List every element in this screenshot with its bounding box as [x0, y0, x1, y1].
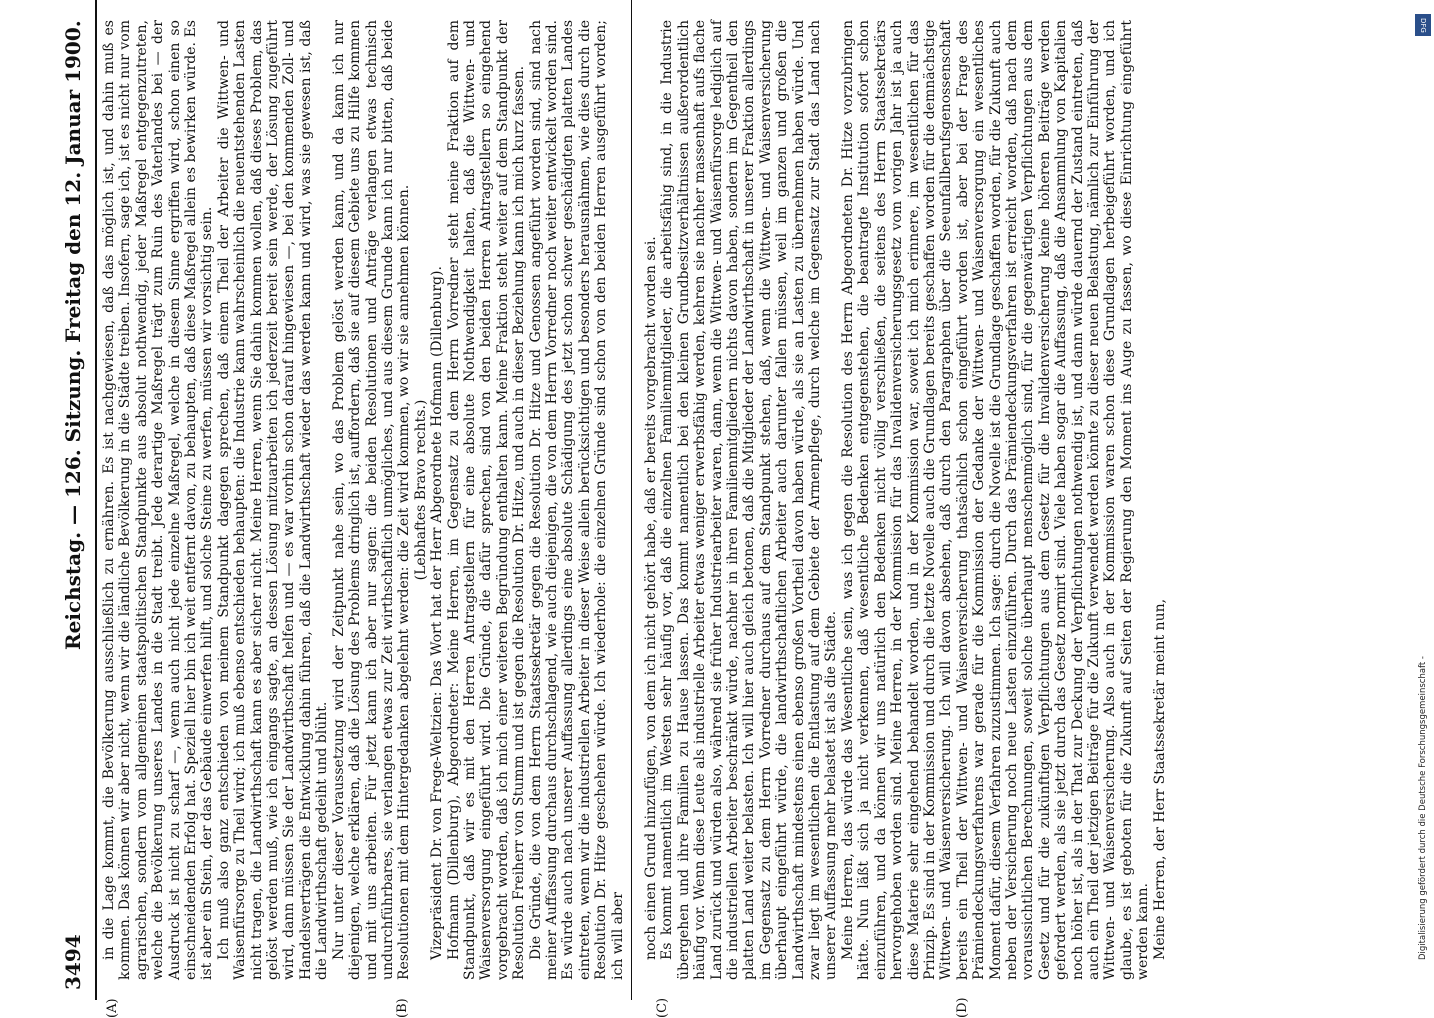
page-header	[55, 0, 100, 1000]
paragraph: Es kommt namentlich im Westen sehr häufig vor, daß die einzelnen Familienmitglieder, die arbeitsfähig sind, in die Industrie übergehen und ihre Familien zu Hause lassen. Das kommt namentlich bei den kleinen Grundbesitzverhältnissen außerordentlich häufig vor. Wenn diese Leute als industrielle Arbeiter etwas weniger erwerbsfähig werden, kehren sie nachher massenhaft aufs flache Land zurück und würden also, während sie früher Industriearbeiter waren, dann, wenn die Wittwen- und Waisenfürsorge lediglich auf die industriellen Arbeiter beschränkt würde, nachher in ihren Familienmitgliedern nichts davon haben, sondern im Gegentheil den platten Land weiter belasten. Ich will hier auch gleich betonen, daß die Mitglieder der Landwirthschaft in unserer Fraktion allerdings im Gegensatz zu dem Herrn Vorredner durchaus auf dem Standpunkt stehen, daß, wenn die Wittwen- und Waisenversicherung überhaupt eingeführt würde, die landwirthschaftlichen Arbeiter auch darunter fallen müssen, weil im ganzen und großen die Landwirthschaft mindestens einen ebenso großen Vortheil davon haben würde, als sie an Lasten zu übernehmen haben würde. Und zwar liegt im wesentlichen die Entlastung auf dem Gebiete der Armenpflege, durch welche im Gegensatz zur Stadt das Land nach unserer Auffassung mehr belastet ist als die Städte.	[659, 20, 840, 980]
paragraph: Ich muß also ganz entschieden von meinem Standpunkt dagegen sprechen, daß einem Theil der Arbeiter die Wittwen- und Waisenfürsorge zu Theil wird; ich muß ebenso entschieden behaupten: die Industrie kann wahrscheinlich die neuentstehenden Lasten nicht tragen, die Landwirthschaft kann es aber sicher nicht. Meine Herren, wenn Sie dahin kommen wollen, daß dieses Problem, das gelöst werden muß, wie ich eingangs sagte, an dessen Lösung mitzuarbeiten ich jederzeit bereit sein werde, der Lösung zugeführt wird, dann müssen Sie der Landwirthschaft helfen und — es war vorhin schon darauf hingewiesen —, bei den kommenden Zoll- und Handelsverträgen die Entwicklung dahin führen, daß die Landwirthschaft wieder das werden kann und wird, was sie gewesen ist, daß die Landwirthschaft gedeiht und blüht.	[215, 20, 331, 980]
page-title: Reichstag. — 126. Sitzung. Freitag den 12. Januar 1900.	[61, 20, 85, 650]
page-number: 3494	[61, 934, 85, 990]
paragraph: Die Gründe, die von dem Herrn Staatssekretär gegen die Resolution Dr. Hitze und Genossen angeführt worden sind, sind nach meiner Auffassung durchaus durchschlagend, wie auch diejenigen, die von dem Herrn Vorredner noch weiter entwickelt worden sind. Es würde auch nach unserer Auffassung allerdings eine absolute Schädigung des jetzt schon schwer geschädigten platten Landes eintreten, wenn wir die industriellen Arbeiter in dieser Weise allein berücksichtigen und besonders herausnähmen, wie dies durch die Resolution Dr. Hitze geschehen würde. Ich wiederhole: die einzelnen Gründe sind schon von den beiden Herren ausgeführt worden; ich will aber	[527, 20, 626, 980]
margin-letter-a: (A)	[105, 998, 120, 1018]
rotated-page	[55, 0, 1415, 1018]
paragraph: Meine Herren, der Herr Staatssekretär meint nun,	[1151, 598, 1168, 960]
column-left	[101, 0, 626, 1000]
margin-letter-d: (D)	[955, 997, 970, 1018]
paragraph: Meine Herren, das würde das Wesentliche sein, was ich gegen die Resolution des Herrn Abgeordneten Dr. Hitze vorzubringen hätte. Nun läßt sich ja nicht verkennen, daß wesentliche Bedenken entgegenstehen, die beantragte Institution sofort schon einzuführen, und da können wir uns natürlich den Bedenken nicht völlig verschließen, die seitens des Herrn Staatssekretärs hervorgehoben worden sind. Meine Herren, in der Kommission für das Invalidenversicherungsgesetz vom vorigen Jahr ist ja auch diese Materie sehr eingehend behandelt worden, und in der Kommission war, soweit ich mich erinnere, im wesentlichen für das Prinzip. Es sind in der Kommission und durch die letzte Novelle auch die Grundlagen bereits geschaffen worden für die demnächstige Wittwen- und Waisenversicherung. Ich will davon absehen, daß durch den Paragraphen über die Seeunfallberufsgenossenschaft bereits ein Theil der Wittwen- und Waisenversicherung thatsächlich schon eingeführt worden ist, aber bei der Frage des Prämiendeckungsverfahrens war gerade für die Kommission der Gedanke der Wittwen- und Waisenversorgung ein wesentliches Moment dafür, diesem Verfahren zuzustimmen. Ich sage: durch die Novelle ist die Grundlage geschaffen worden, für die Zukunft auch neben der Versicherung noch neue Lasten einzuführen. Durch das Prämiendeckungsverfahren ist erreicht worden, daß nach dem voraussichtlichen Berechnungen, soweit solche überhaupt menschenmöglich sind, für die gegenwärtigen Verpflichtungen aus dem Gesetz und für die zukünftigen Verpflichtungen aus dem Gesetz für die Invalidenversicherung keine höheren Beiträge werden gefordert werden, als sie jetzt durch das Gesetz normirt sind. Viele haben sogar die Auffassung, daß die Ansammlung von Kapitalien noch höher ist, als in der That zur Deckung der Verpflichtungen nothwendig ist, und dann würde dauernd der Zustand eintreten, daß auch ein Theil der jetzigen Beiträge für die Zukunft verwendet werden könnte zu dieser neuen Belastung, nämlich zur Einführung der Wittwen- und Waisenversicherung. Also auch in der Kommission waren schon diese Grundlagen herbeigeführt worden, und ich glaube, es ist geboten für die Zukunft auf Seiten der Regierung den Moment ins Auge zu fassen, wo diese Einrichtung eingeführt werden kann.	[839, 20, 1152, 980]
column-right	[643, 0, 1243, 1000]
margin-letter-b: (B)	[395, 998, 410, 1018]
paragraph: Hofmann (Dillenburg), Abgeordneter: Meine Herren, im Gegensatz zu dem Herrn Vorredner steht meine Fraktion auf dem Standpunkt, daß wir es mit den Herren Antragstellern für eine absolute Nothwendigkeit halten, daß die Wittwen- und Waisenversorgung eingeführt wird. Die Gründe, die dafür sprechen, sind von den beiden Herren Antragstellern so eingehend vorgebracht worden, daß ich mich einer weiteren Begründung enthalten kann. Meine Fraktion steht weiter auf dem Standpunkt der Resolution Freiherr von Stumm und ist gegen die Resolution Dr. Hitze, und auch in dieser Beziehung kann ich mich kurz fassen.	[445, 20, 528, 980]
paragraph: (Lebhaftes Bravo rechts.)	[412, 399, 429, 581]
paragraph: noch einen Grund hinzufügen, von dem ich nicht gehört habe, daß er bereits vorgebracht worden sei.	[643, 236, 659, 960]
header-rule	[95, 0, 97, 1000]
paragraph: Vizepräsident Dr. von Frege-Weltzien: Das Wort hat der Herr Abgeordnete Hofmann (Dillenburg).	[429, 266, 446, 960]
digitization-credit	[1412, 10, 1434, 990]
credit-text: Digitalisierung gefördert durch die Deutsche Forschungsgemeinschaft -	[1418, 656, 1428, 960]
column-divider	[631, 0, 632, 1000]
paragraph: in die Lage kommt, die Bevölkerung ausschließlich zu ernähren. Es ist nachgewiesen, daß das möglich ist, und dahin muß es kommen. Das können wir aber nicht, wenn wir die ländliche Bevölkerung in die Städte treiben. Insofern, sage ich, ist es nicht nur vom agrarischen, sondern vom allgemeinen staatspolitischen Standpunkte aus absolut nothwendig, jeder Maßregel entgegenzutreten, welche die Bevölkerung unseres Landes in die Stadt treibt. Jede derartige Maßregel trägt zum Ruin des Vaterlandes bei — der Ausdruck ist nicht zu scharf —, wenn auch nicht jede einzelne Maßregel, welche in diesem Sinne ergriffen wird, schon einen so einschneidenden Erfolg hat. Speziell hier bin ich weit entfernt davon, zu behaupten, daß diese Maßregel allein es bewirken würde. Es ist aber ein Stein, der das Gebäude einwerfen hilft, und solche Steine zu werfen, müssen wir vorsichtig sein.	[101, 20, 216, 980]
dfg-logo: DFG	[1415, 14, 1431, 36]
margin-letter-c: (C)	[655, 997, 670, 1018]
paragraph: Nur unter dieser Voraussetzung wird der Zeitpunkt nahe sein, wo das Problem gelöst werden kann, und da kann ich nur diejenigen, welche erklären, daß die Lösung des Problems dringlich ist, auffordern, daß sie auf diesem Gebiete uns zu Hilfe kommen und mit uns arbeiten. Für jetzt kann ich aber nur sagen: die beiden Resolutionen und Anträge verlangen etwas technisch undurchführbares, sie verlangen etwas zur Zeit wirthschaftlich unmögliches, und aus diesem Grunde kann ich nur bitten, daß beide Resolutionen mit dem Hintergedanken abgelehnt werden: die Zeit wird kommen, wo wir sie annehmen können.	[330, 20, 413, 980]
